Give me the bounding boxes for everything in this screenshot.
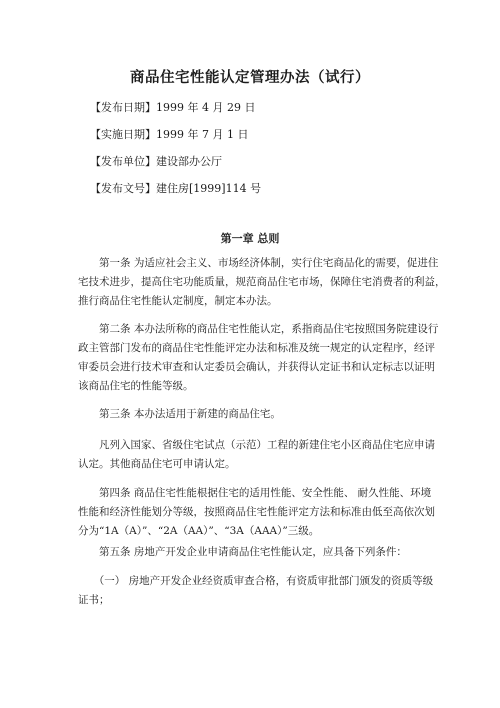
meta-label: 【实施日期】: [90, 128, 156, 141]
text-line: 第三条 本办法适用于新建的商品住宅。: [78, 408, 281, 420]
chapter-heading: 第一章 总则: [220, 232, 280, 245]
meta-value: 1999 年 7 月 1 日: [156, 128, 249, 141]
text-line: 证书；: [78, 594, 110, 606]
meta-label: 【发布单位】: [90, 155, 156, 168]
text-line: 认定。其他商品住宅可申请认定。: [78, 458, 236, 470]
article-1: [78, 254, 446, 311]
text-line: 推行商品住宅性能认定制度，制定本办法。: [78, 295, 278, 307]
meta-label: 【发布日期】: [90, 101, 156, 114]
text-line: 第四条 商品住宅性能根据住宅的适用性能、安全性能、 耐久性能、环境: [78, 487, 432, 499]
meta-label: 【发布文号】: [90, 182, 156, 195]
text-line: 分为“1A（A）”、“2A（AA）”、“3A（AAA）”三级。: [78, 525, 320, 537]
text-line: 第二条 本办法所称的商品住宅性能认定，系指商品住宅按照国务院建设行: [78, 323, 439, 335]
text-line: 凡列入国家、省级住宅试点（示范）工程的新建住宅小区商品住宅应申请: [78, 439, 435, 451]
text-line: 第五条 房地产开发企业申请商品住宅性能认定，应具备下列条件：: [78, 546, 407, 558]
article-5-item-1: [78, 572, 434, 610]
meta-document-number: [90, 180, 261, 196]
text-line: 宅技术进步，提高住宅功能质量，规范商品住宅市场，保障住宅消费者的利益，: [78, 276, 446, 288]
meta-issuing-unit: [90, 153, 222, 169]
meta-value: 建住房[1999]114 号: [156, 182, 262, 195]
text-line: 审委员会进行技术审查和认定委员会确认，并获得认定证书和认定标志以证明: [78, 361, 435, 373]
article-4: [78, 484, 435, 541]
meta-effective-date: [90, 126, 248, 142]
meta-value: 建设部办公厅: [156, 155, 222, 168]
article-3-detail: [78, 436, 435, 474]
article-2: [78, 320, 439, 396]
document-title: 商品住宅性能认定管理办法（试行）: [130, 70, 370, 86]
text-line: 性能和经济性能划分等级，按照商品住宅性能评定方法和标准由低至高依次划: [78, 506, 435, 518]
text-line: 政主管部门发布的商品住宅性能评定办法和标准及统一规定的认定程序，经评: [78, 342, 435, 354]
meta-publish-date: [90, 99, 255, 115]
article-3: [78, 405, 428, 424]
text-line: （一） 房地产开发企业经资质审查合格，有资质审批部门颁发的资质等级: [78, 575, 434, 587]
article-5: [78, 543, 428, 562]
text-line: 第一条 为适应社会主义、市场经济体制，实行住宅商品化的需要，促进住: [78, 257, 439, 269]
meta-value: 1999 年 4 月 29 日: [156, 101, 256, 114]
text-line: 该商品住宅的性能等级。: [78, 380, 194, 392]
